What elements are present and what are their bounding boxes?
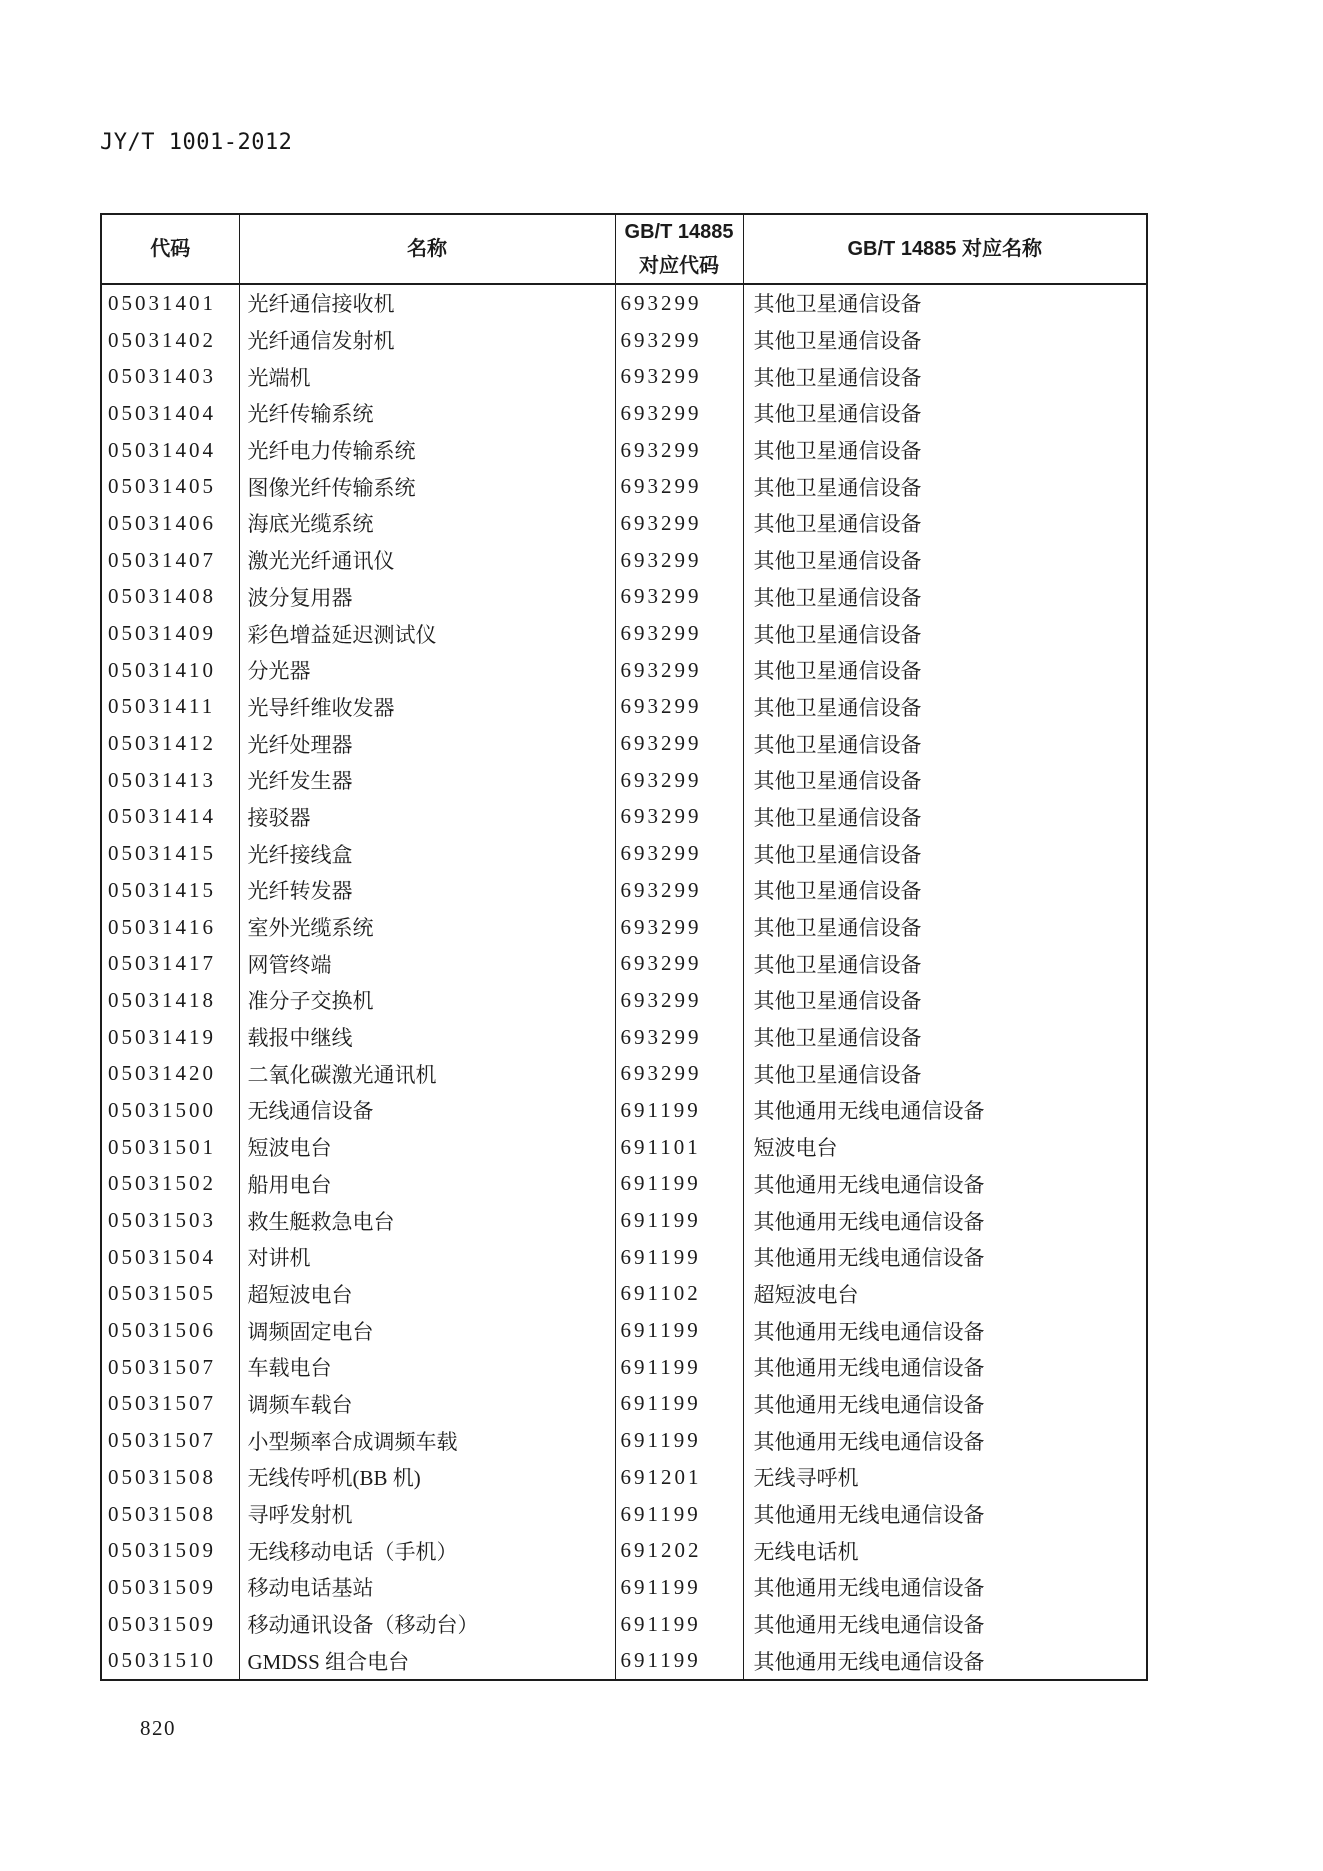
- table-row: [101, 1459, 1147, 1496]
- cell-name: GMDSS 组合电台: [239, 1642, 615, 1680]
- cell-gbt-code: 693299: [615, 872, 743, 909]
- cell-name: 光纤电力传输系统: [239, 432, 615, 469]
- cell-gbt-code: 691199: [615, 1606, 743, 1643]
- cell-gbt-code: 691199: [615, 1422, 743, 1459]
- cell-code: 05031404: [101, 432, 239, 469]
- cell-gbt-name: 其他通用无线电通信设备: [743, 1642, 1147, 1680]
- cell-gbt-name: 其他卫星通信设备: [743, 1019, 1147, 1056]
- table-row: [101, 799, 1147, 836]
- table-row: [101, 725, 1147, 762]
- cell-gbt-code: 693299: [615, 982, 743, 1019]
- cell-gbt-code: 691202: [615, 1532, 743, 1569]
- cell-gbt-code: 691201: [615, 1459, 743, 1496]
- cell-gbt-code: 693299: [615, 835, 743, 872]
- cell-name: 网管终端: [239, 945, 615, 982]
- cell-code: 05031420: [101, 1055, 239, 1092]
- cell-name: 无线传呼机(BB 机): [239, 1459, 615, 1496]
- table-row: [101, 1569, 1147, 1606]
- table-row: [101, 1386, 1147, 1423]
- table-row: [101, 579, 1147, 616]
- cell-gbt-code: 693299: [615, 358, 743, 395]
- document-standard-number: JY/T 1001-2012: [100, 130, 293, 155]
- cell-gbt-name: 其他卫星通信设备: [743, 579, 1147, 616]
- cell-gbt-name: 其他卫星通信设备: [743, 762, 1147, 799]
- table-row: [101, 1019, 1147, 1056]
- cell-code: 05031407: [101, 542, 239, 579]
- table-row: [101, 468, 1147, 505]
- cell-name: 救生艇救急电台: [239, 1202, 615, 1239]
- table-row: [101, 395, 1147, 432]
- table-row: [101, 1092, 1147, 1129]
- cell-gbt-name: 其他卫星通信设备: [743, 395, 1147, 432]
- cell-code: 05031506: [101, 1312, 239, 1349]
- cell-name: 超短波电台: [239, 1276, 615, 1313]
- cell-gbt-code: 691199: [615, 1349, 743, 1386]
- cell-code: 05031416: [101, 909, 239, 946]
- cell-name: 海底光缆系统: [239, 505, 615, 542]
- cell-gbt-code: 693299: [615, 689, 743, 726]
- table-row: [101, 1496, 1147, 1533]
- cell-code: 05031411: [101, 689, 239, 726]
- code-mapping-table: [100, 213, 1148, 1681]
- cell-name: 激光光纤通讯仪: [239, 542, 615, 579]
- cell-name: 分光器: [239, 652, 615, 689]
- cell-name: 对讲机: [239, 1239, 615, 1276]
- cell-gbt-code: 693299: [615, 909, 743, 946]
- table-row: [101, 1055, 1147, 1092]
- table-row: [101, 945, 1147, 982]
- cell-name: 光纤通信接收机: [239, 284, 615, 322]
- cell-gbt-code: 693299: [615, 468, 743, 505]
- table-row: [101, 1276, 1147, 1313]
- cell-code: 05031504: [101, 1239, 239, 1276]
- cell-code: 05031503: [101, 1202, 239, 1239]
- cell-gbt-name: 其他卫星通信设备: [743, 982, 1147, 1019]
- cell-gbt-code: 693299: [615, 505, 743, 542]
- cell-name: 船用电台: [239, 1166, 615, 1203]
- cell-gbt-name: 其他通用无线电通信设备: [743, 1349, 1147, 1386]
- table-row: [101, 284, 1147, 322]
- cell-code: 05031509: [101, 1569, 239, 1606]
- table-row: [101, 1532, 1147, 1569]
- cell-gbt-name: 其他卫星通信设备: [743, 835, 1147, 872]
- header-name: 名称: [239, 214, 615, 284]
- cell-code: 05031508: [101, 1496, 239, 1533]
- cell-gbt-name: 其他卫星通信设备: [743, 615, 1147, 652]
- cell-gbt-code: 693299: [615, 652, 743, 689]
- cell-gbt-code: 693299: [615, 615, 743, 652]
- cell-code: 05031507: [101, 1422, 239, 1459]
- cell-gbt-name: 其他通用无线电通信设备: [743, 1386, 1147, 1423]
- cell-gbt-code: 693299: [615, 799, 743, 836]
- cell-gbt-name: 其他卫星通信设备: [743, 909, 1147, 946]
- cell-name: 无线通信设备: [239, 1092, 615, 1129]
- cell-name: 小型频率合成调频车载: [239, 1422, 615, 1459]
- cell-code: 05031410: [101, 652, 239, 689]
- cell-gbt-code: 693299: [615, 945, 743, 982]
- cell-gbt-code: 691101: [615, 1129, 743, 1166]
- cell-code: 05031415: [101, 835, 239, 872]
- cell-name: 彩色增益延迟测试仪: [239, 615, 615, 652]
- cell-gbt-name: 其他通用无线电通信设备: [743, 1239, 1147, 1276]
- cell-gbt-code: 691199: [615, 1166, 743, 1203]
- cell-code: 05031510: [101, 1642, 239, 1680]
- table-row: [101, 322, 1147, 359]
- table-row: [101, 1202, 1147, 1239]
- cell-gbt-code: 691199: [615, 1239, 743, 1276]
- cell-gbt-code: 691199: [615, 1642, 743, 1680]
- cell-code: 05031509: [101, 1532, 239, 1569]
- header-code: 代码: [101, 214, 239, 284]
- cell-code: 05031402: [101, 322, 239, 359]
- cell-gbt-code: 693299: [615, 432, 743, 469]
- cell-code: 05031409: [101, 615, 239, 652]
- cell-name: 车载电台: [239, 1349, 615, 1386]
- cell-code: 05031408: [101, 579, 239, 616]
- cell-name: 载报中继线: [239, 1019, 615, 1056]
- cell-gbt-name: 其他卫星通信设备: [743, 689, 1147, 726]
- cell-code: 05031413: [101, 762, 239, 799]
- cell-code: 05031508: [101, 1459, 239, 1496]
- cell-name: 光纤转发器: [239, 872, 615, 909]
- cell-gbt-name: 其他卫星通信设备: [743, 322, 1147, 359]
- cell-name: 寻呼发射机: [239, 1496, 615, 1533]
- cell-gbt-name: 其他通用无线电通信设备: [743, 1166, 1147, 1203]
- cell-name: 短波电台: [239, 1129, 615, 1166]
- cell-gbt-name: 其他通用无线电通信设备: [743, 1496, 1147, 1533]
- cell-name: 光端机: [239, 358, 615, 395]
- cell-code: 05031418: [101, 982, 239, 1019]
- cell-code: 05031405: [101, 468, 239, 505]
- cell-gbt-code: 691102: [615, 1276, 743, 1313]
- table-row: [101, 872, 1147, 909]
- cell-code: 05031419: [101, 1019, 239, 1056]
- cell-gbt-code: 693299: [615, 542, 743, 579]
- cell-gbt-name: 其他卫星通信设备: [743, 542, 1147, 579]
- cell-gbt-name: 其他卫星通信设备: [743, 652, 1147, 689]
- cell-gbt-name: 其他卫星通信设备: [743, 799, 1147, 836]
- cell-name: 移动电话基站: [239, 1569, 615, 1606]
- cell-name: 二氧化碳激光通讯机: [239, 1055, 615, 1092]
- cell-gbt-name: 其他卫星通信设备: [743, 1055, 1147, 1092]
- cell-gbt-code: 691199: [615, 1312, 743, 1349]
- cell-gbt-name: 其他通用无线电通信设备: [743, 1202, 1147, 1239]
- cell-name: 室外光缆系统: [239, 909, 615, 946]
- cell-gbt-code: 693299: [615, 762, 743, 799]
- table-row: [101, 652, 1147, 689]
- cell-gbt-name: 其他卫星通信设备: [743, 432, 1147, 469]
- cell-gbt-name: 其他通用无线电通信设备: [743, 1422, 1147, 1459]
- table-row: [101, 762, 1147, 799]
- cell-gbt-code: 693299: [615, 1055, 743, 1092]
- cell-gbt-code: 693299: [615, 725, 743, 762]
- table-row: [101, 1312, 1147, 1349]
- cell-code: 05031507: [101, 1349, 239, 1386]
- cell-gbt-name: 其他卫星通信设备: [743, 284, 1147, 322]
- cell-gbt-code: 691199: [615, 1092, 743, 1129]
- cell-code: 05031414: [101, 799, 239, 836]
- cell-gbt-name: 其他卫星通信设备: [743, 945, 1147, 982]
- cell-code: 05031401: [101, 284, 239, 322]
- table-row: [101, 358, 1147, 395]
- cell-gbt-name: 其他通用无线电通信设备: [743, 1092, 1147, 1129]
- cell-name: 光纤传输系统: [239, 395, 615, 432]
- header-gbt-name: GB/T 14885 对应名称: [743, 214, 1147, 284]
- cell-gbt-code: 691199: [615, 1202, 743, 1239]
- cell-code: 05031412: [101, 725, 239, 762]
- cell-name: 调频固定电台: [239, 1312, 615, 1349]
- table-row: [101, 1606, 1147, 1643]
- cell-gbt-name: 无线寻呼机: [743, 1459, 1147, 1496]
- cell-code: 05031500: [101, 1092, 239, 1129]
- table-row: [101, 1422, 1147, 1459]
- table-row: [101, 1166, 1147, 1203]
- table-header-row: [101, 214, 1147, 284]
- table-row: [101, 982, 1147, 1019]
- cell-code: 05031404: [101, 395, 239, 432]
- page-number: 820: [140, 1716, 176, 1740]
- cell-gbt-code: 691199: [615, 1569, 743, 1606]
- table-row: [101, 615, 1147, 652]
- cell-gbt-name: 其他卫星通信设备: [743, 872, 1147, 909]
- cell-name: 光纤处理器: [239, 725, 615, 762]
- cell-code: 05031502: [101, 1166, 239, 1203]
- cell-code: 05031406: [101, 505, 239, 542]
- header-gbt-code: [615, 214, 743, 284]
- header-gbt-code-line1: GB/T 14885: [624, 221, 734, 243]
- cell-name: 光纤发生器: [239, 762, 615, 799]
- cell-gbt-name: 其他通用无线电通信设备: [743, 1569, 1147, 1606]
- cell-name: 光导纤维收发器: [239, 689, 615, 726]
- cell-code: 05031509: [101, 1606, 239, 1643]
- cell-gbt-name: 短波电台: [743, 1129, 1147, 1166]
- table-row: [101, 835, 1147, 872]
- cell-name: 图像光纤传输系统: [239, 468, 615, 505]
- cell-code: 05031417: [101, 945, 239, 982]
- cell-gbt-name: 其他卫星通信设备: [743, 358, 1147, 395]
- table-row: [101, 432, 1147, 469]
- cell-gbt-code: 693299: [615, 395, 743, 432]
- table-row: [101, 1129, 1147, 1166]
- table-row: [101, 909, 1147, 946]
- cell-name: 光纤通信发射机: [239, 322, 615, 359]
- cell-gbt-name: 其他卫星通信设备: [743, 468, 1147, 505]
- table-row: [101, 1642, 1147, 1680]
- cell-name: 调频车载台: [239, 1386, 615, 1423]
- cell-name: 移动通讯设备（移动台）: [239, 1606, 615, 1643]
- cell-gbt-code: 693299: [615, 579, 743, 616]
- cell-code: 05031403: [101, 358, 239, 395]
- cell-gbt-code: 691199: [615, 1496, 743, 1533]
- cell-code: 05031507: [101, 1386, 239, 1423]
- cell-gbt-code: 693299: [615, 284, 743, 322]
- cell-name: 光纤接线盒: [239, 835, 615, 872]
- cell-code: 05031415: [101, 872, 239, 909]
- table-row: [101, 542, 1147, 579]
- cell-gbt-code: 693299: [615, 1019, 743, 1056]
- cell-name: 准分子交换机: [239, 982, 615, 1019]
- cell-gbt-name: 其他通用无线电通信设备: [743, 1606, 1147, 1643]
- cell-gbt-name: 其他卫星通信设备: [743, 505, 1147, 542]
- header-gbt-code-line2: 对应代码: [639, 255, 719, 277]
- table-row: [101, 689, 1147, 726]
- table-row: [101, 1349, 1147, 1386]
- cell-gbt-code: 691199: [615, 1386, 743, 1423]
- table-row: [101, 505, 1147, 542]
- cell-gbt-code: 693299: [615, 322, 743, 359]
- table-row: [101, 1239, 1147, 1276]
- cell-code: 05031505: [101, 1276, 239, 1313]
- cell-gbt-name: 其他卫星通信设备: [743, 725, 1147, 762]
- cell-gbt-name: 其他通用无线电通信设备: [743, 1312, 1147, 1349]
- cell-name: 接驳器: [239, 799, 615, 836]
- cell-name: 波分复用器: [239, 579, 615, 616]
- cell-code: 05031501: [101, 1129, 239, 1166]
- cell-gbt-name: 无线电话机: [743, 1532, 1147, 1569]
- cell-gbt-name: 超短波电台: [743, 1276, 1147, 1313]
- cell-name: 无线移动电话（手机）: [239, 1532, 615, 1569]
